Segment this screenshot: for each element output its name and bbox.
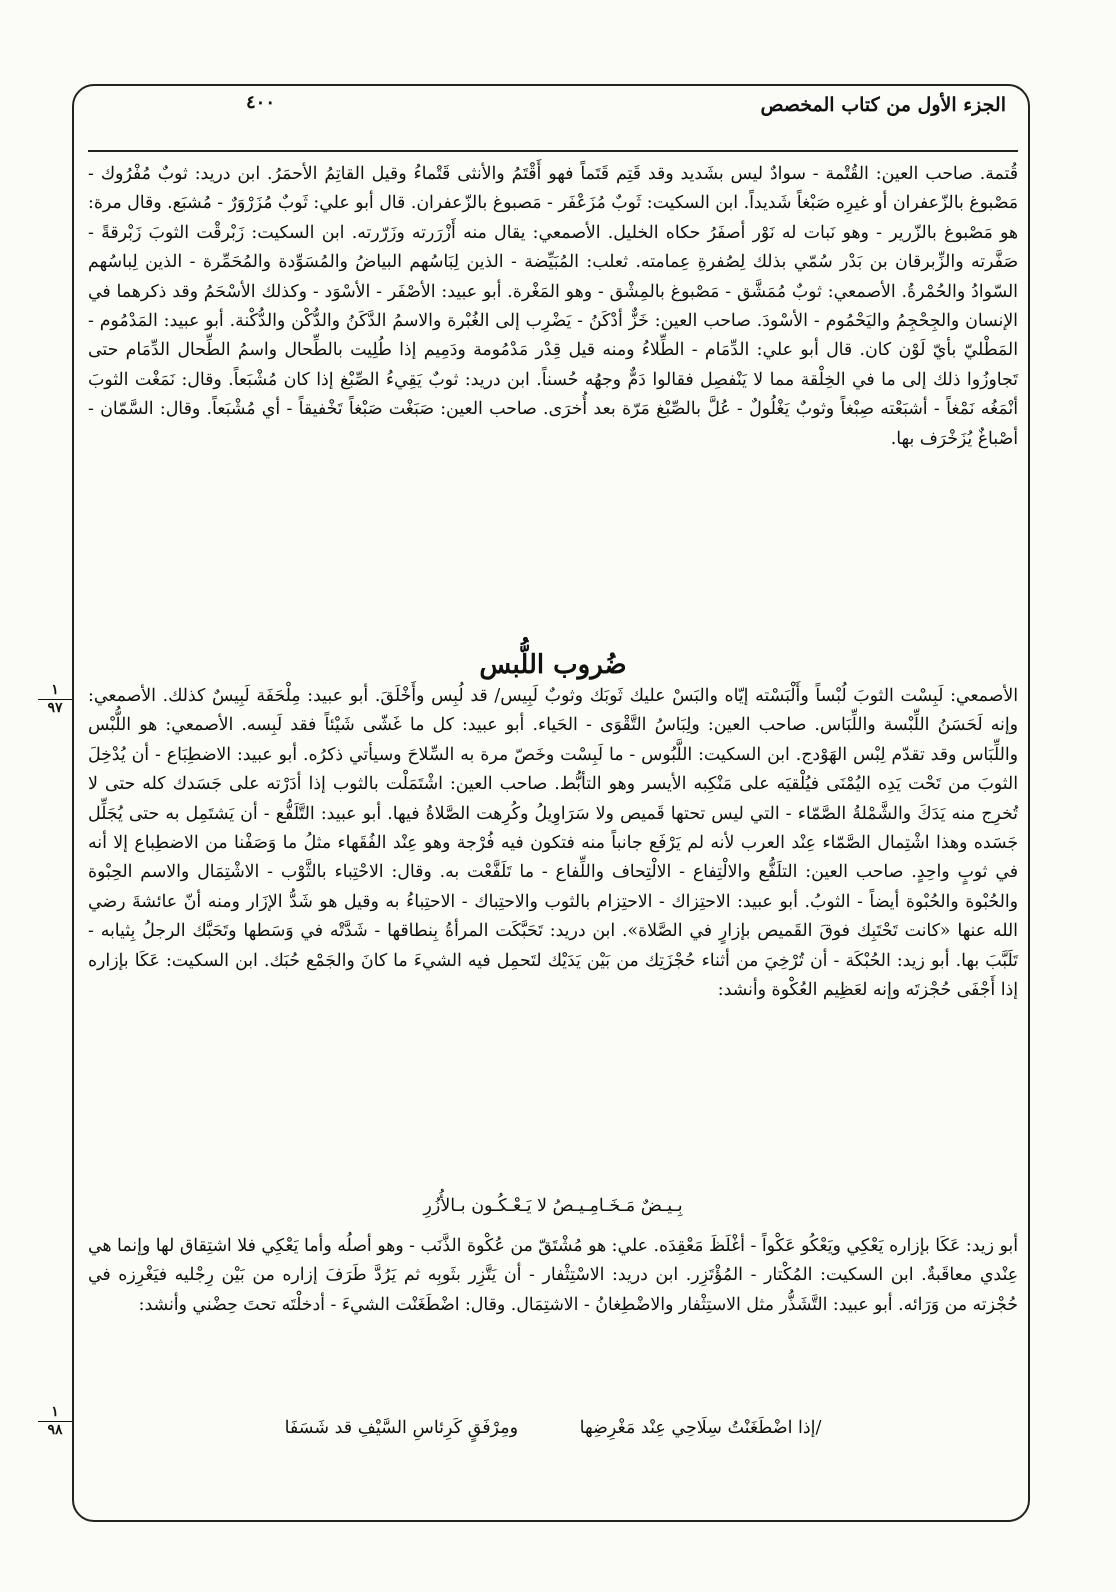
page-header xyxy=(86,90,1016,130)
marker-numerator: ١ xyxy=(38,682,72,700)
section-heading: ضُروب اللُّبس xyxy=(479,650,627,680)
verse-line: بِـيـضٌ مَـخَـامِـيـصُ لا يَـعْـكُـون بـالأُزُرِ xyxy=(423,1196,683,1216)
verse-hemistich: ومِرْفَقٍ كَرِئاسِ السَّيْفِ قد شَسَفَا xyxy=(284,1418,519,1438)
body-paragraph: أبو زيد: عَكَا بإزاره يَعْكِي ويَعْكُو عَكْواً - أغْلَظَ مَعْقِدَه. علي: هو مُشْتَقّ من عُكْوة الذَّنَب - وهو أصلُه وأما يَعْكِي فلا اشتِقاق لها وإنما هي عِنْدي معاقَبةٌ. ابن السكيت: المُكْتار - المُؤْتَزِر. ابن دريد: الاسْتِثْفار - أن يَتَّزِر بثَوبِه ثم يَرُدَّ طَرَفَ إزاره من بَيْن رِجْليه فيَغْرِزه في حُجْزته من وَرَائه. أبو عبيد: التَّشَذُّر مثل الاستِثْفار والاضْطِغانُ - الاشتِمَال. وقال: اضْطَغَنْت الشيءَ - أدخلْتَه تحتَ حِضْني وأنشد: xyxy=(88,1236,1018,1315)
margin-page-marker xyxy=(38,682,72,716)
marker-numerator: ١ xyxy=(38,1404,72,1422)
running-title: الجزء الأول من كتاب المخصص xyxy=(760,94,1006,116)
page-number: ٤٠٠ xyxy=(246,92,276,113)
verse-line xyxy=(88,1418,1018,1438)
body-paragraph: الأصمعي: لَبِسْت الثوبَ لُبْساً وأَلْبَسْته إيّاه والبَسْ عليك ثَوبَك وثوبٌ لَبِيس/ قد لُبِس وأَخْلَقَ. أبو عبيد: مِلْحَفَة لَبِيسٌ كذلك. الأصمعي: وإنه لَحَسَنُ اللِّبْسة واللِّبَاس. صاحب العين: ولِبَاسُ التَّقْوَى - الحَياء. أبو عبيد: كل ما غَشّى شَيْئاً فقد لَبِسه. الأصمعي: هو اللُّبْس واللِّبَاس وقد تقدّم لِبْس الهَوْدج. ابن السكيت: اللَّبُوس - ما لَبِسْت وخَصّ مرة به السِّلاحَ وسيأتي ذكرُه. أبو عبيد: الاضطِبَاع - أن يُدْخِلَ الثوبَ من تَحْت يَدِه اليُمْنَى فيُلْقيَه على مَنْكِبه الأيسر وهو التأبُّط. صاحب العين: اشْتَمَلْت بالثوب إذا أدَرْته على جَسَدك كله حتى لا تُخرِج منه يَدَكَ والشَّمْلةُ الصَّمّاء - التي ليس تحتها قَميص ولا سَرَاوِيلُ وكُرِهت الصَّلاةُ فيها. أبو عبيد: التَّلَفُّع - أن يَشتَمِل به حتى يُجَلِّل جَسَده وهذا اشْتِمال الصَّمّاء عِنْد العرب لأنه لم يَرْفَع جانباً منه فتكون فيه فُرْجة وهو عِنْد الفُقَهاء مثلُ ما وَصَفْنا من الاضطِباع إلا أنه في ثوبٍ واحِدٍ. صاحب العين: التلَفُّع والالْتِفاع - الالْتِحاف واللِّفاع - ما تَلَفَّعْت به. وقال: الاحْتِباء بالثَّوْب - الاشْتِمَال والاسم الحِبْوة والحُبْوة والحُبْوة أيضاً - الثوبُ. أبو عبيد: الاحتِزاك - الاحتِزام بالثوب والاحتِباك - الاحتِباءُ به وقيل هو شَدُّ الإزَار ومنه أنّ عائشةَ رضي الله عنها «كانت تَحْتَبِك فوقَ القَميص بإزارٍ في الصَّلاة». ابن دريد: تَحَبَّكَت المرأةُ بِنطاقها - شَدَّتْه في وَسَطها وتَحَبَّك الرجلُ بِثيابه - تَلَبَّبَ بها. أبو زيد: الحُبْكَة - أن تُرْخِيَ من أثناء حُجْزَتِك من بَيْن يَدَيْك لتَحمِل فيه الشيءَ ما كانَ والجَمْع حُبَك. ابن السكيت: عَكَا بإزاره إذا أَجْفَى حُجْزتَه وإنه لعَظِيم العُكْوة وأنشد: xyxy=(88,686,1018,1001)
marker-denominator: ٩٨ xyxy=(47,1422,63,1438)
marker-denominator: ٩٧ xyxy=(47,700,63,716)
verse-hemistich: /إذا اضْطَغَنْتُ سِلَاحِي عِنْد مَغْرِضِها xyxy=(579,1418,822,1438)
body-paragraph: قُتمة. صاحب العين: القُتْمة - سوادٌ ليس بشَديد وقد قَتِم قَتَماً فهو أَقْتَمُ والأنثى قَتْماءُ وقيل القاتِمُ الأحمَرُ. ابن دريد: ثوبٌ مُفْرُوك - مَصْبوغ بالزّعفران أو غيرِه صَبْغاً شَديداً. ابن السكيت: ثَوبٌ مُزَعْفَر - مَصبوغ بالزّعفران. قال أبو علي: ثَوبٌ مُزَرْوَرٌ - مُشبَع. وقال مرة: هو مَصْبوغ بالزّرير - وهو نَبات له نَوْر أصفَرُ حكاه الخليل. الأصمعي: يقال منه أَزْرَرته وزَرّرته. ابن السكيت: زَبْرقْت الثوبَ زَبْرقةً - صَفَّرته والزِّبرقان بن بَدْر سُمّي بذلك لِصُفرةِ عِمامته. ثعلب: المُبَيِّضة - الذين لِبَاسُهم البياضُ والمُسَوِّدة والمُحَمِّرة - الذين لِباسُهم السّوادُ والحُمْرةُ. الأصمعي: ثوبٌ مُمَشَّق - مَصْبوغ بالمِشْق - وهو المَغْرة. أبو عبيد: الأصْفَر - الأسْوَد - وكذلك الأسْحَمُ وقد ذكرهما في الإنسان والجِحْجِمُ واليَحْمُوم - الأسْودَ. صاحب العين: خَزٌّ أدْكَنُ - يَضْرِب إلى الغُبْرة والاسمُ الدَّكَنُ والدُّكْن والدُّكْنة. أبو عبيد: المَدْمُوم - المَطْليّ بأيّ لَوْن كان. قال أبو علي: الدِّمَام - الطِّلاءُ ومنه قيل قِدْر مَدْمُومة ودَمِيم إذا طُلِيت بالطِّحال واسمُ الطِّحال الدِّمَام حتى تَجاوزُوا ذلك إلى ما في الخِلْقة مما لا يَنْفصِل فقالوا دَمٌّ وجهُه حُسناً. ابن دريد: ثوبٌ يَقِيءُ الصِّبْغ إذا كان مُشْبَعاً. وقال: نَمَغْت الثوبَ أنْمَغُه نَمْغاً - أشبَعْته صِبْغاً وثوبٌ يَغْلُولٌ - عُلَّ بالصِّبْغ مَرّة بعد أُخرَى. صاحب العين: صَبَغْت صَبْغاً تَخْفيقاً - أي مُشْبَعاً. وقال: السَّمّان - أصْباغٌ يُزَخْرَف بها. xyxy=(88,164,1018,449)
margin-page-marker xyxy=(38,1404,72,1438)
header-rule xyxy=(88,150,1018,152)
